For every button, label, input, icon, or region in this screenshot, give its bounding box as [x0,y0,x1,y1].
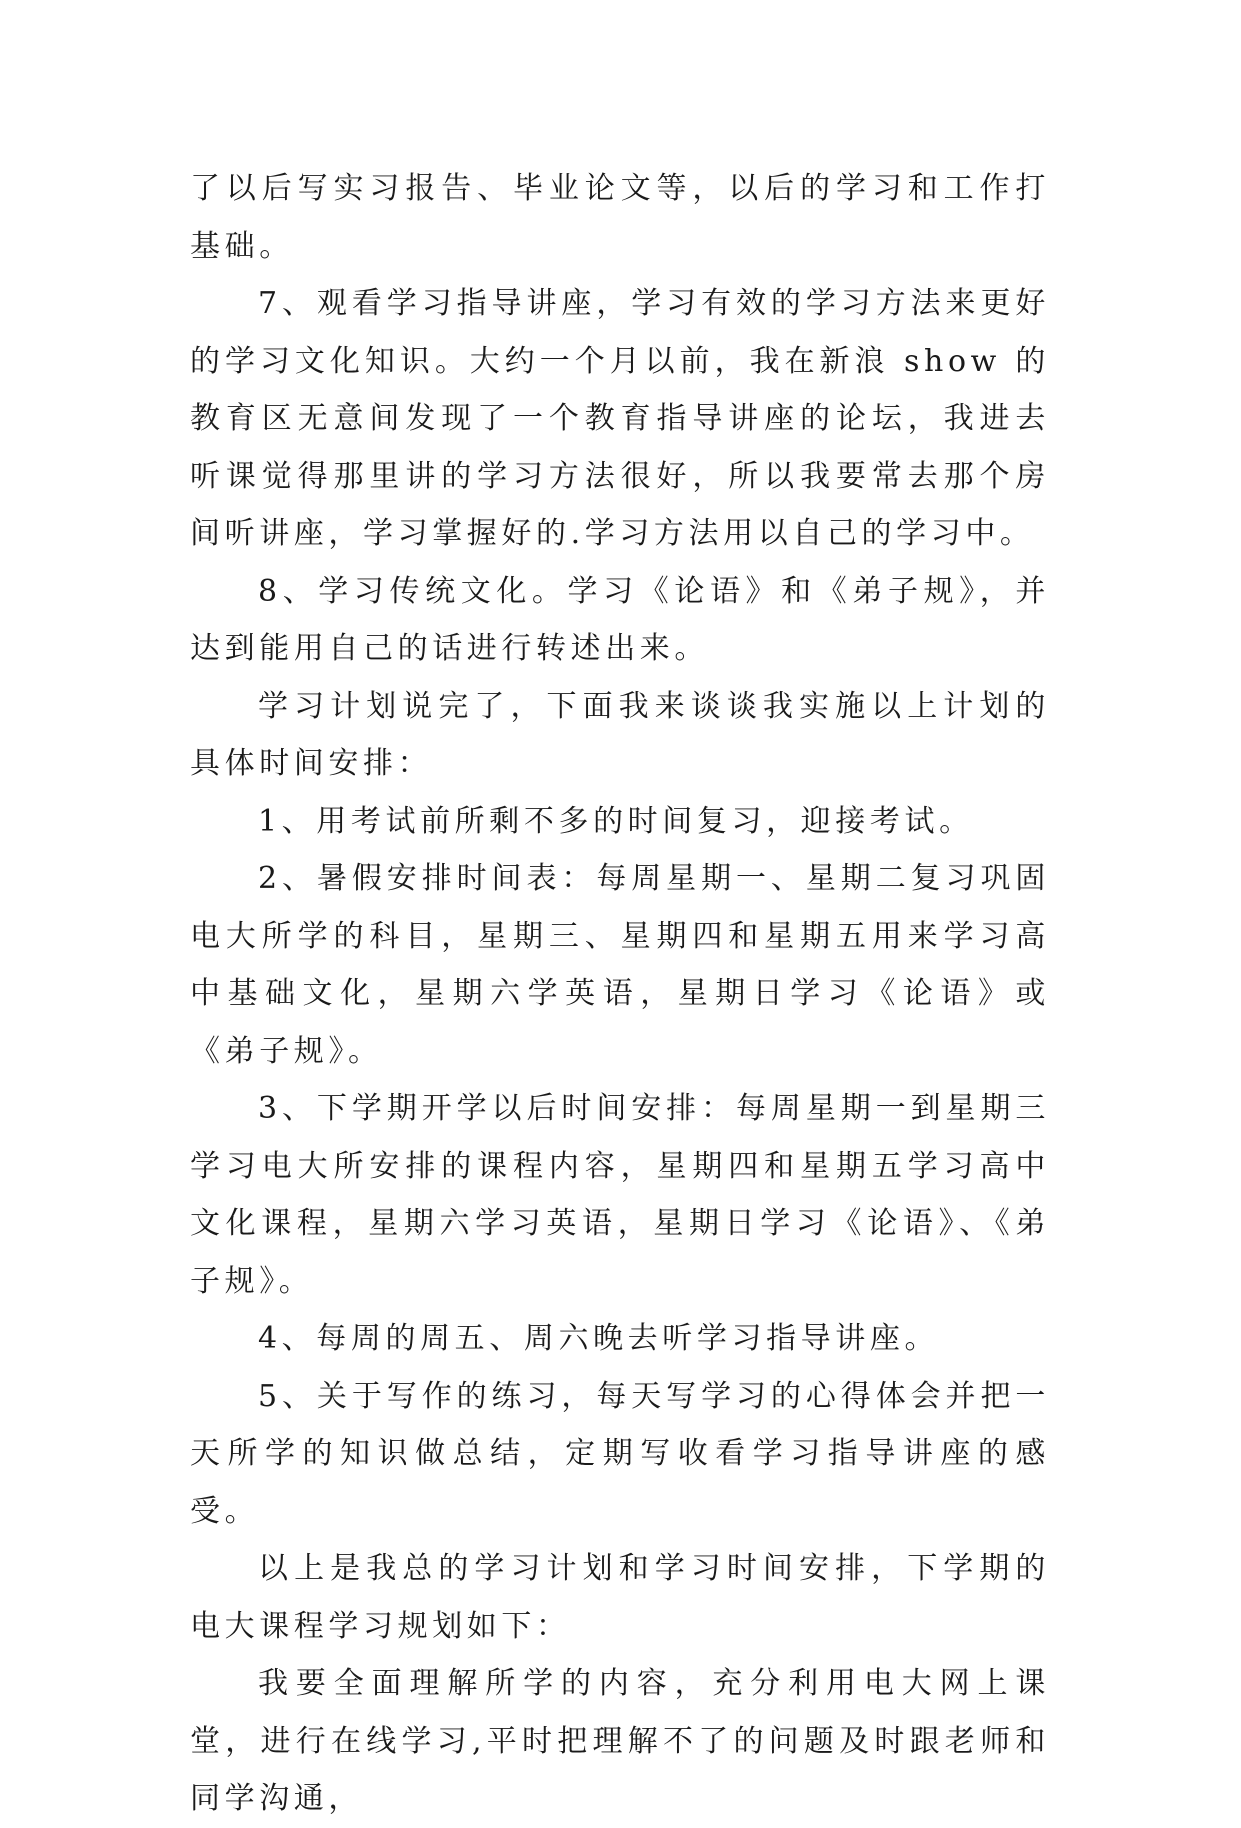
paragraph-course-plan: 我要全面理解所学的内容，充分利用电大网上课堂，进行在线学习,平时把理解不了的问题及时跟老师和同学沟通， [190,1666,1050,1816]
paragraph-continuation: 了以后写实习报告、毕业论文等，以后的学习和工作打基础。 [190,171,1050,264]
paragraph-schedule-1: 1、用考试前所剩不多的时间复习，迎接考试。 [258,803,974,839]
body-text [190,160,1050,1828]
paragraph-summary: 以上是我总的学习计划和学习时间安排，下学期的电大课程学习规划如下： [190,1551,1050,1644]
paragraph-schedule-5: 5、关于写作的练习，每天写学习的心得体会并把一天所学的知识做总结，定期写收看学习指导讲座的感受。 [190,1378,1050,1529]
paragraph-schedule-intro: 学习计划说完了，下面我来谈谈我实施以上计划的具体时间安排： [190,688,1050,781]
paragraph-schedule-2: 2、暑假安排时间表：每周星期一、星期二复习巩固电大所学的科目，星期三、星期四和星期五用来学习高中基础文化，星期六学英语，星期日学习《论语》或《弟子规》。 [190,861,1050,1069]
paragraph-schedule-3: 3、下学期开学以后时间安排：每周星期一到星期三学习电大所安排的课程内容，星期四和星期五学习高中文化课程，星期六学习英语，星期日学习《论语》、《弟子规》。 [190,1091,1050,1299]
paragraph-item-7: 7、观看学习指导讲座，学习有效的学习方法来更好的学习文化知识。大约一个月以前，我在新浪 show 的教育区无意间发现了一个教育指导讲座的论坛，我进去听课觉得那里讲的学习方法很好，所以我要常去那个房间听讲座，学习掌握好的.学习方法用以自己的学习中。 [190,286,1050,551]
paragraph-schedule-4: 4、每周的周五、周六晚去听学习指导讲座。 [258,1321,940,1356]
paragraph-item-8: 8、学习传统文化。学习《论语》和《弟子规》，并达到能用自己的话进行转述出来。 [190,573,1050,666]
